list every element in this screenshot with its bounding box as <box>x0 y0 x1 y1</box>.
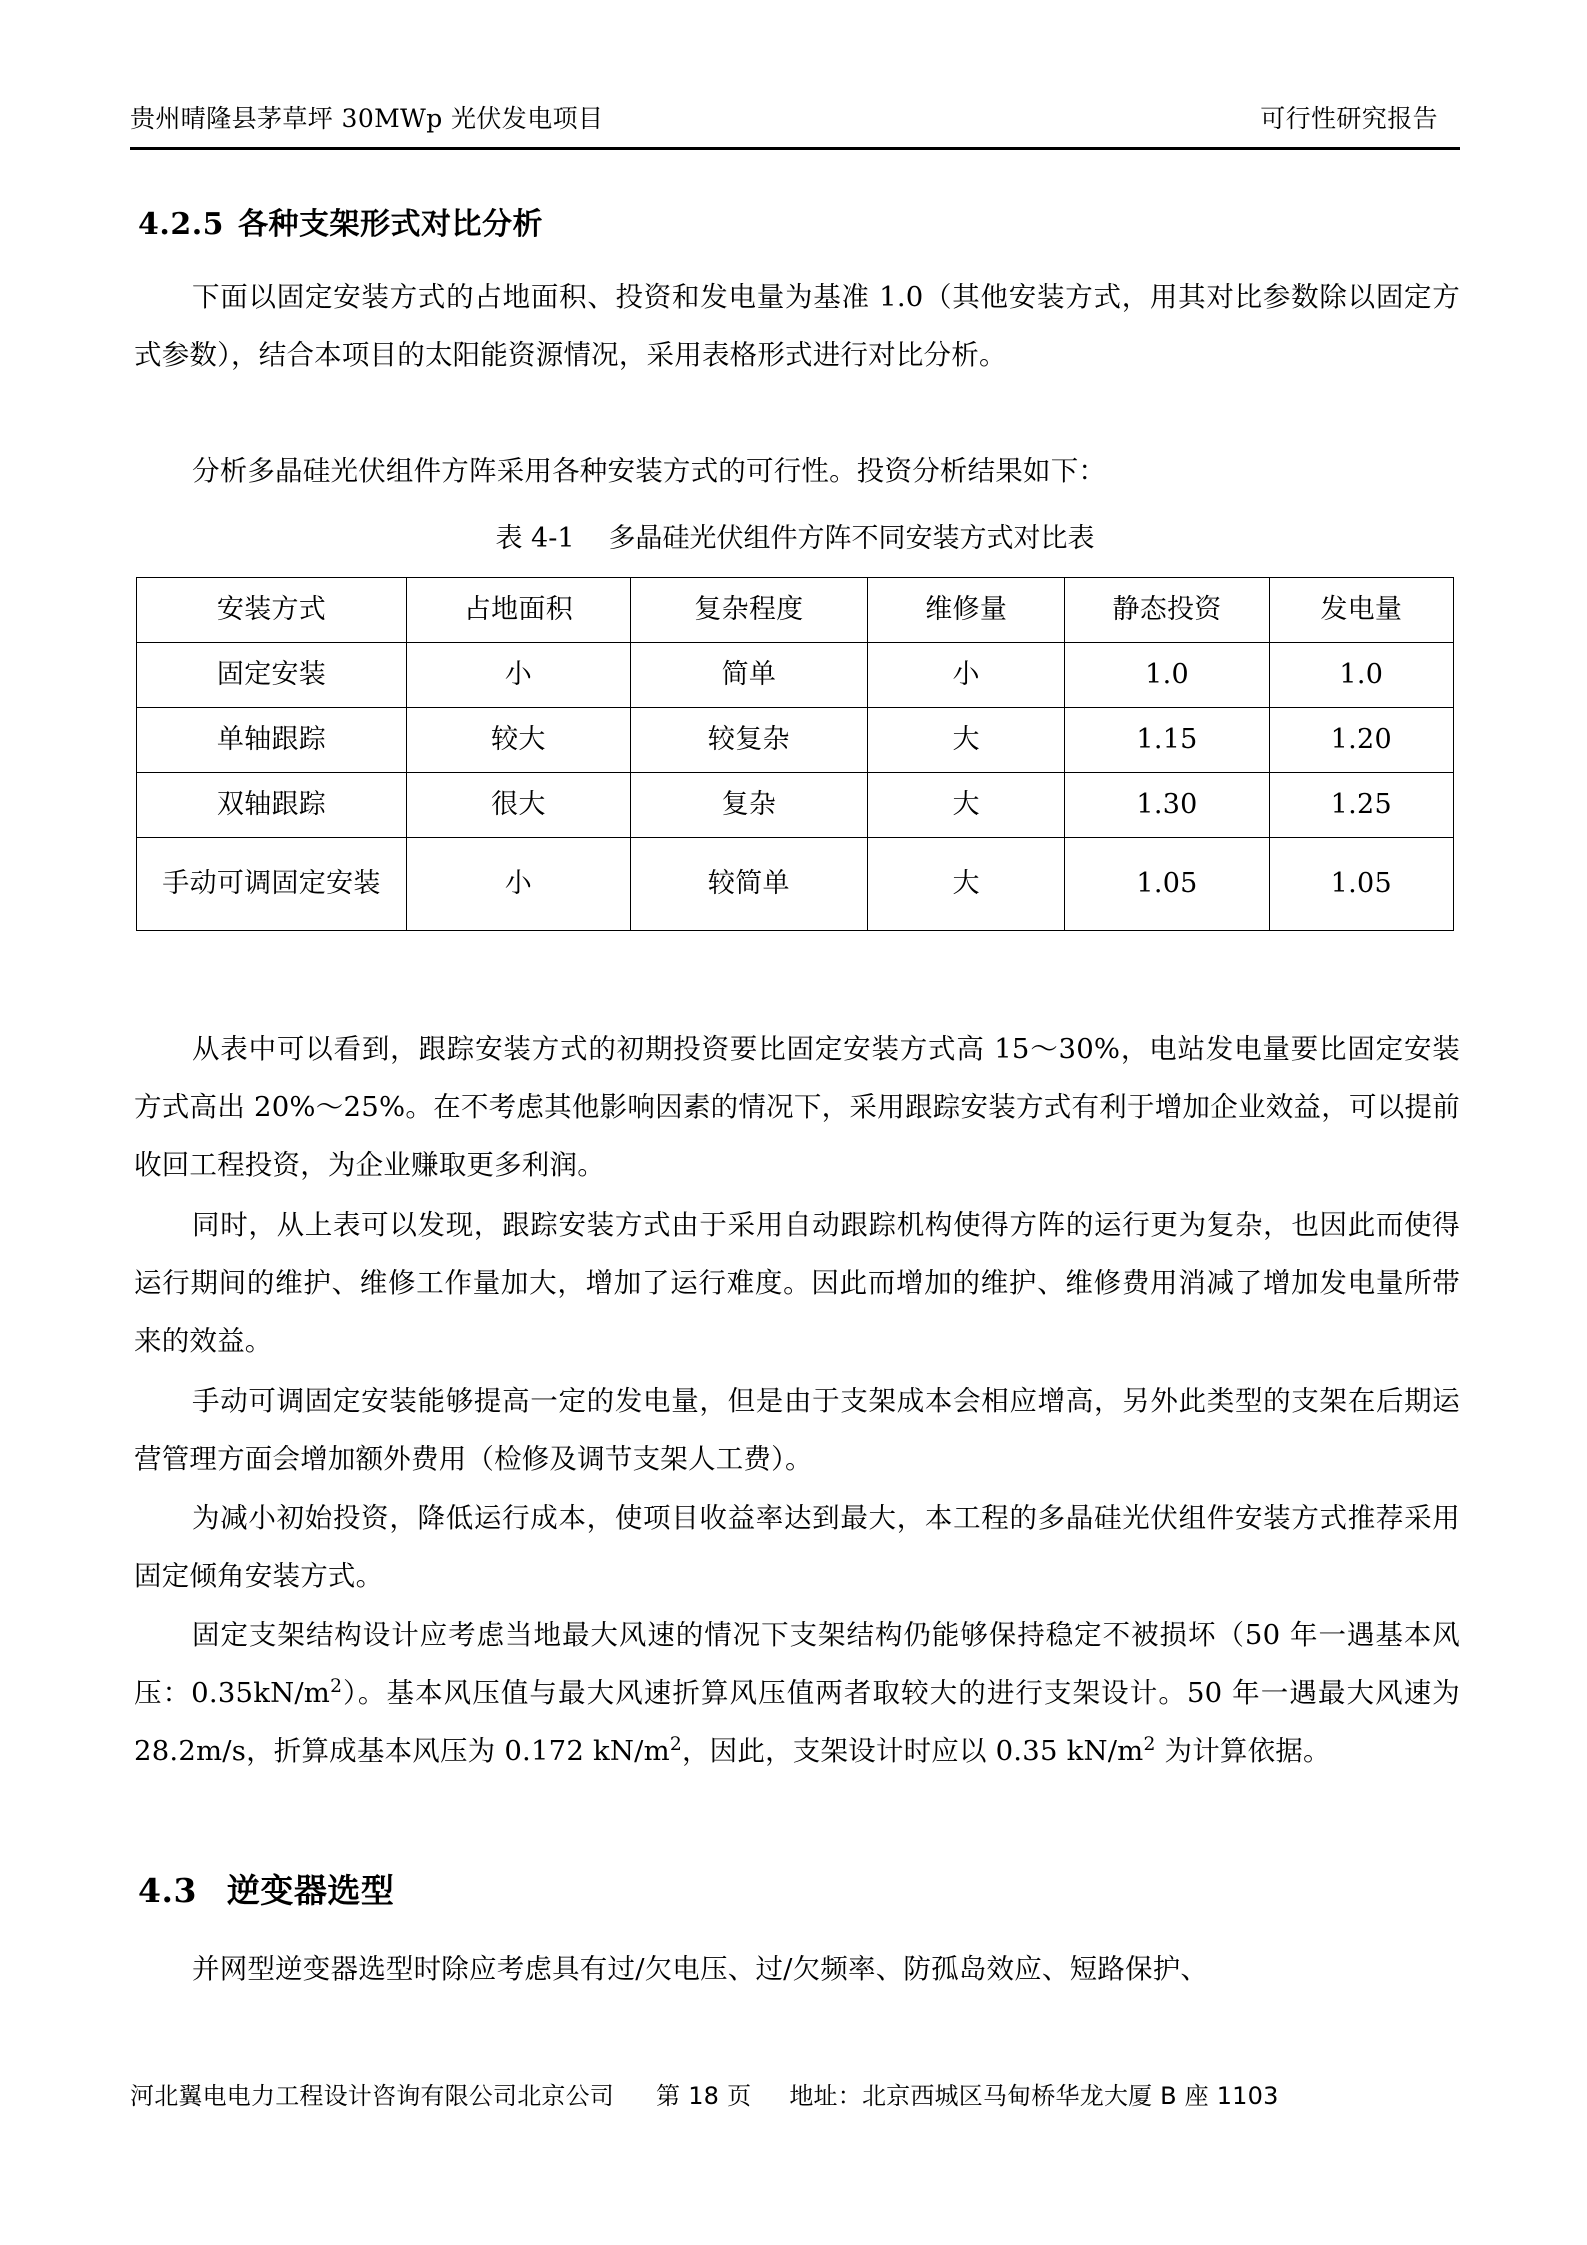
cell-maintenance: 大 <box>867 838 1065 931</box>
cell-land-area: 较大 <box>406 708 630 773</box>
section-title-4-2-5: 各种支架形式对比分析 <box>238 207 544 242</box>
table-header-row <box>137 578 1454 643</box>
cell-maintenance: 大 <box>867 773 1065 838</box>
section-heading-4-2-5 <box>138 205 543 244</box>
wind-text-part-2: ）。基本风压值与最大风速折算风压值两者取较大的进行支架设计。50 年一遇最大风速为 28.2m/s，折算成基本风压为 0.172 kN/m <box>134 1677 1460 1767</box>
wind-text-part-3: ，因此，支架设计时应以 0.35 kN/m <box>681 1735 1144 1767</box>
paragraph-tracking-maintenance: 同时，从上表可以发现，跟踪安装方式由于采用自动跟踪机构使得方阵的运行更为复杂，也因此而使得运行期间的维护、维修工作量加大，增加了运行难度。因此而增加的维护、维修费用消减了增加发电量所带来的效益。 <box>134 1209 1460 1357</box>
cell-complexity: 复杂 <box>630 773 867 838</box>
header-divider-rule <box>130 147 1460 150</box>
header-document-type: 可行性研究报告 <box>1260 104 1438 133</box>
cell-power-output: 1.25 <box>1269 773 1453 838</box>
wind-text-part-4: 为计算依据。 <box>1155 1735 1331 1767</box>
cell-static-invest: 1.05 <box>1065 838 1269 931</box>
section-title-4-3: 逆变器选型 <box>226 1871 395 1910</box>
cell-mounting-type: 手动可调固定安装 <box>137 838 407 931</box>
cell-maintenance: 小 <box>867 643 1065 708</box>
wind-superscript-3: 2 <box>1143 1733 1156 1755</box>
paragraph-tracking-cost-comparison: 从表中可以看到，跟踪安装方式的初期投资要比固定安装方式高 15～30%，电站发电量要比固定安装方式高出 20%～25%。在不考虑其他影响因素的情况下，采用跟踪安装方式有利于增加企业效益，可以提前收回工程投资，为企业赚取更多利润。 <box>134 1033 1460 1181</box>
mounting-comparison-table <box>136 577 1454 931</box>
cell-mounting-type: 双轴跟踪 <box>137 773 407 838</box>
wind-superscript-2: 2 <box>669 1733 682 1755</box>
page-content <box>130 0 1460 2245</box>
footer-company-name: 河北翼电电力工程设计咨询有限公司北京公司 <box>130 2082 614 2110</box>
table-caption <box>130 520 1460 558</box>
table-row <box>137 773 1454 838</box>
column-header-land-area: 占地面积 <box>406 578 630 643</box>
cell-static-invest: 1.30 <box>1065 773 1269 838</box>
cell-maintenance: 大 <box>867 708 1065 773</box>
paragraph-inverter-selection: 并网型逆变器选型时除应考虑具有过/欠电压、过/欠频率、防孤岛效应、短路保护、 <box>192 1953 1209 1985</box>
cell-power-output: 1.20 <box>1269 708 1453 773</box>
cell-complexity: 简单 <box>630 643 867 708</box>
paragraph-wind-load-design <box>134 1606 1460 1780</box>
table-caption-title: 多晶硅光伏组件方阵不同安装方式对比表 <box>608 523 1095 554</box>
paragraph-recommendation: 为减小初始投资，降低运行成本，使项目收益率达到最大，本工程的多晶硅光伏组件安装方式推荐采用固定倾角安装方式。 <box>134 1502 1460 1592</box>
running-header <box>130 103 1460 134</box>
cell-complexity: 较复杂 <box>630 708 867 773</box>
paragraph-manual-adjustable: 手动可调固定安装能够提高一定的发电量，但是由于支架成本会相应增高，另外此类型的支架在后期运营管理方面会增加额外费用（检修及调节支架人工费）。 <box>134 1385 1460 1475</box>
column-header-complexity: 复杂程度 <box>630 578 867 643</box>
footer-address: 地址：北京西城区马甸桥华龙大厦 B 座 1103 <box>789 2082 1279 2110</box>
column-header-static-invest: 静态投资 <box>1065 578 1269 643</box>
cell-power-output: 1.05 <box>1269 838 1453 931</box>
table-row <box>137 838 1454 931</box>
cell-power-output: 1.0 <box>1269 643 1453 708</box>
cell-land-area: 很大 <box>406 773 630 838</box>
header-project-title: 贵州晴隆县茅草坪 30MWp 光伏发电项目 <box>130 104 604 133</box>
section-number-4-2-5: 4.2.5 <box>138 207 225 242</box>
wind-text-part-1: 固定支架结构设计应考虑当地最大风速的情况下支架结构仍能够保持稳定不被损坏（50 年一遇基本风压：0.35kN/m <box>134 1619 1460 1709</box>
cell-static-invest: 1.0 <box>1065 643 1269 708</box>
table-row <box>137 708 1454 773</box>
cell-land-area: 小 <box>406 643 630 708</box>
table-caption-label: 表 4-1 <box>495 523 575 554</box>
column-header-maintenance: 维修量 <box>867 578 1065 643</box>
footer-page-number: 18 <box>688 2082 720 2110</box>
section-heading-4-3 <box>138 1870 394 1913</box>
column-header-mounting-type: 安装方式 <box>137 578 407 643</box>
section-number-4-3: 4.3 <box>138 1871 197 1910</box>
cell-complexity: 较简单 <box>630 838 867 931</box>
footer-page-suffix: 页 <box>727 2082 752 2110</box>
cell-mounting-type: 单轴跟踪 <box>137 708 407 773</box>
cell-mounting-type: 固定安装 <box>137 643 407 708</box>
table-row <box>137 643 1454 708</box>
footer-page-prefix: 第 <box>656 2082 681 2110</box>
running-footer <box>130 2081 1460 2112</box>
wind-superscript-1: 2 <box>330 1675 343 1697</box>
paragraph-basis-explanation: 下面以固定安装方式的占地面积、投资和发电量为基准 1.0（其他安装方式，用其对比参数除以固定方式参数），结合本项目的太阳能资源情况，采用表格形式进行对比分析。 <box>134 281 1460 371</box>
paragraph-feasibility-intro: 分析多晶硅光伏组件方阵采用各种安装方式的可行性。投资分析结果如下： <box>192 455 1107 487</box>
column-header-power-output: 发电量 <box>1269 578 1453 643</box>
cell-static-invest: 1.15 <box>1065 708 1269 773</box>
cell-land-area: 小 <box>406 838 630 931</box>
